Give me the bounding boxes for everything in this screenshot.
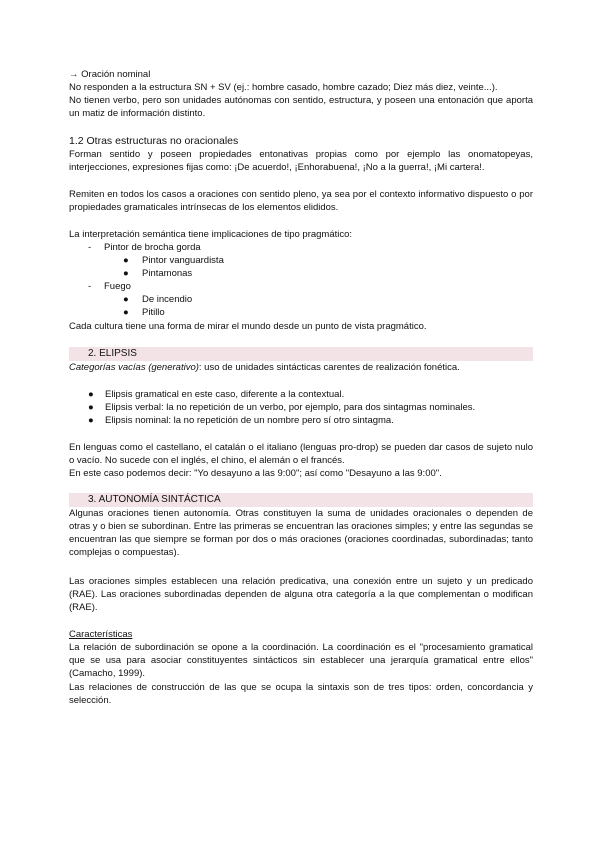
elipsis-intro-term: Categorías vacías (generativo) [69,362,199,373]
elipsis-paragraph-1: En lenguas como el castellano, el catalán o el italiano (lenguas pro-drop) se pueden dar casos de sujeto nulo o vacío. No sucede con el inglés, el chino, el alemán o el francés. [69,442,533,466]
bullet-icon: ● [123,268,129,279]
otras-estructuras-paragraph-1: Forman sentido y poseen propiedades entonativas propias como por ejemplo las onomatopeyas, interjecciones, expresiones fijas como: ¡De acuerdo!, ¡Enhorabuena!, ¡No a la guerra!, ¡Mi cartera!. [69,149,533,173]
section-heading-elipsis: 2. ELIPSIS [88,348,137,359]
elipsis-paragraph-2: En este caso podemos decir: "Yo desayuno a las 9:00"; así como "Desayuno a las 9:00". [69,468,442,479]
autonomia-paragraph-1: Algunas oraciones tienen autonomía. Otras constituyen la suma de unidades oracionales o dependen de otras y o bien se subordinan. Entre las primeras se encuentran las oraciones simples; y entre las segundas se encuentran las que siempre se forman por dos o más oraciones (oraciones coordinadas, subordinadas; tanto complejas o compuestas). [69,508,533,558]
otras-estructuras-paragraph-4: Cada cultura tiene una forma de mirar el mundo desde un punto de vista pragmático. [69,321,427,332]
section-heading-otras-estructuras: 1.2 Otras estructuras no oracionales [69,135,239,147]
otras-estructuras-paragraph-2: Remiten en todos los casos a oraciones con sentido pleno, ya sea por el contexto informativo dispuesto o por propiedades gramaticales intrínsecas de los elementos elididos. [69,189,533,213]
list-item: Elipsis gramatical en este caso, diferente a la contextual. [105,389,345,400]
list-item: Fuego [104,281,131,292]
bullet-icon: ● [123,294,129,305]
list-item: Elipsis verbal: la no repetición de un verbo, por ejemplo, para dos sintagmas nominales. [105,402,476,413]
list-subitem: Pintor vanguardista [142,255,224,266]
list-item: Elipsis nominal: la no repetición de un nombre pero sí otro sintagma. [105,415,394,426]
caracteristicas-heading: Características [69,629,133,640]
elipsis-intro [69,361,533,374]
list-subitem: Pintamonas [142,268,193,279]
caracteristicas-paragraph-2: Las relaciones de construcción de las que se ocupa la sintaxis son de tres tipos: orden, concordancia y selección. [69,682,533,706]
section-highlight-elipsis [69,347,533,361]
section-heading-autonomia: 3. AUTONOMÍA SINTÁCTICA [88,494,221,505]
otras-estructuras-paragraph-3: La interpretación semántica tiene implicaciones de tipo pragmático: [69,229,353,240]
list-subitem: Pitillo [142,307,165,318]
bullet-icon: ● [123,307,129,318]
list-subitem: De incendio [142,294,193,305]
bullet-icon: ● [88,415,94,426]
caracteristicas-paragraph-1: La relación de subordinación se opone a la coordinación. La coordinación es el "procesamiento gramatical que se usa para asociar constituyentes sintácticos sin establecer una jerarquía gramatical entre ellos" (Camacho, 1999). [69,642,533,679]
list-dash: - [88,281,92,292]
autonomia-paragraph-2: Las oraciones simples establecen una relación predicativa, una conexión entre un sujeto y un predicado (RAE). Las oraciones subordinadas dependen de alguna otra categoría a la que complementan o modifican (RAE). [69,576,533,613]
list-dash: - [88,242,92,253]
oracion-nominal-paragraph-2: No tienen verbo, pero son unidades autónomas con sentido, estructura, y poseen una entonación que aporta un matiz de información distinto. [69,95,533,119]
oracion-nominal-paragraph-1: No responden a la estructura SN + SV (ej.: hombre casado, hombre cazado; Diez más diez, veinte...). [69,82,498,93]
bullet-icon: ● [88,402,94,413]
oracion-nominal-heading: → Oración nominal [69,69,151,80]
elipsis-intro-text: : uso de unidades sintácticas carentes de realización fonética. [198,362,460,373]
bullet-icon: ● [123,255,129,266]
bullet-icon: ● [88,389,94,400]
list-item: Pintor de brocha gorda [104,242,201,253]
